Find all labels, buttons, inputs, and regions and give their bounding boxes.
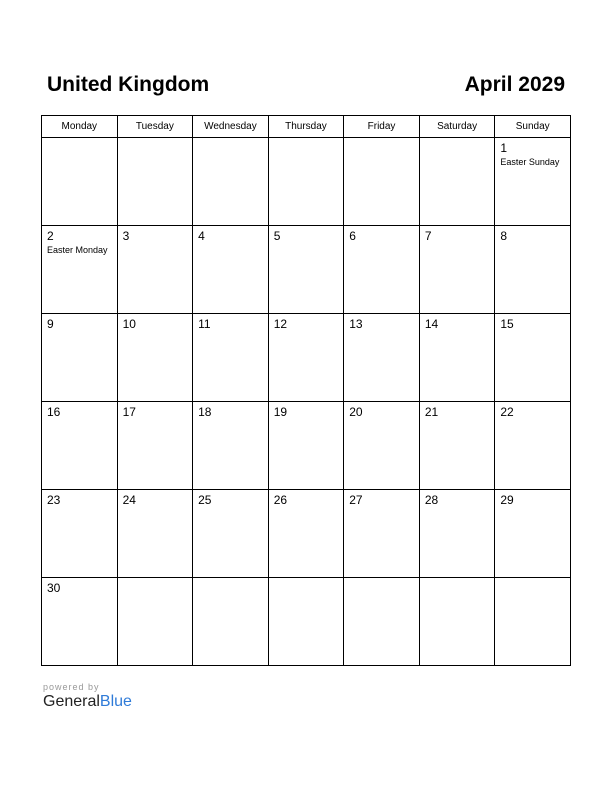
day-cell[interactable]	[344, 314, 420, 402]
day-number: 2	[47, 229, 54, 243]
week-row	[42, 490, 571, 578]
day-cell[interactable]	[193, 314, 269, 402]
day-cell[interactable]	[117, 314, 193, 402]
day-number: 23	[47, 493, 61, 507]
weekday-header-row	[42, 116, 571, 138]
day-number: 13	[349, 317, 363, 331]
day-cell[interactable]	[495, 138, 571, 226]
weekday-sunday: Sunday	[495, 116, 571, 138]
day-number: 11	[198, 317, 211, 331]
day-cell[interactable]	[495, 490, 571, 578]
day-number: 8	[500, 229, 508, 243]
day-number: 4	[198, 229, 205, 243]
day-number: 5	[273, 229, 281, 243]
weekday-thursday: Thursday	[268, 116, 344, 138]
day-number: 25	[198, 493, 212, 507]
day-number: 14	[424, 317, 439, 331]
day-number: 22	[500, 405, 514, 419]
day-cell[interactable]	[42, 226, 118, 314]
day-cell[interactable]	[42, 578, 118, 666]
day-number: 7	[424, 229, 432, 243]
day-cell[interactable]	[268, 314, 344, 402]
day-number: 27	[349, 493, 363, 507]
weekday-tuesday: Tuesday	[117, 116, 193, 138]
day-cell[interactable]	[193, 578, 269, 666]
weekday-wednesday: Wednesday	[193, 116, 269, 138]
day-cell[interactable]	[42, 402, 118, 490]
brand-general: General	[43, 693, 100, 710]
day-number: 24	[122, 493, 136, 507]
day-cell[interactable]	[117, 578, 193, 666]
day-cell[interactable]	[495, 578, 571, 666]
day-number: 19	[273, 405, 288, 419]
day-cell[interactable]	[268, 490, 344, 578]
day-number: 26	[273, 493, 288, 507]
day-number: 15	[500, 317, 514, 331]
day-number: 20	[349, 405, 363, 419]
day-cell[interactable]	[193, 490, 269, 578]
day-cell[interactable]	[495, 314, 571, 402]
day-number: 30	[47, 581, 61, 595]
holiday-label: Easter Sunday	[500, 157, 560, 167]
day-cell[interactable]	[193, 226, 269, 314]
day-cell[interactable]	[268, 226, 344, 314]
brand-blue: Blue	[99, 693, 132, 710]
day-number: 18	[198, 405, 212, 419]
day-cell[interactable]	[117, 138, 193, 226]
day-cell[interactable]	[268, 402, 344, 490]
day-cell[interactable]	[344, 138, 420, 226]
day-cell[interactable]	[268, 578, 344, 666]
day-cell[interactable]	[419, 402, 495, 490]
day-cell[interactable]	[344, 402, 420, 490]
day-cell[interactable]	[419, 314, 495, 402]
day-number: 16	[47, 405, 61, 419]
day-number: 28	[424, 493, 439, 507]
day-number: 29	[500, 493, 514, 507]
week-row	[42, 226, 571, 314]
weekday-monday: Monday	[42, 116, 118, 138]
day-cell[interactable]	[193, 402, 269, 490]
day-number: 9	[47, 317, 54, 331]
day-cell[interactable]	[268, 138, 344, 226]
holiday-label: Easter Monday	[47, 245, 108, 255]
day-cell[interactable]	[193, 138, 269, 226]
day-number: 21	[424, 405, 439, 419]
footer	[43, 682, 132, 711]
day-cell[interactable]	[344, 226, 420, 314]
week-row	[42, 578, 571, 666]
day-number: 3	[122, 229, 130, 243]
generalblue-logo[interactable]	[43, 693, 132, 711]
day-cell[interactable]	[42, 314, 118, 402]
day-cell[interactable]	[117, 402, 193, 490]
powered-by-label: powered by	[43, 682, 100, 692]
month-title: April 2029	[464, 73, 565, 96]
day-cell[interactable]	[419, 578, 495, 666]
day-cell[interactable]	[495, 226, 571, 314]
day-number: 6	[349, 229, 356, 243]
weekday-saturday: Saturday	[419, 116, 495, 138]
day-cell[interactable]	[419, 490, 495, 578]
day-cell[interactable]	[419, 138, 495, 226]
day-cell[interactable]	[117, 490, 193, 578]
day-number: 1	[500, 141, 508, 155]
day-cell[interactable]	[42, 138, 118, 226]
calendar-header	[47, 70, 565, 100]
week-row	[42, 402, 571, 490]
day-cell[interactable]	[495, 402, 571, 490]
weekday-friday: Friday	[344, 116, 420, 138]
day-number: 10	[122, 317, 136, 331]
day-cell[interactable]	[419, 226, 495, 314]
day-number: 17	[122, 405, 136, 419]
day-cell[interactable]	[344, 490, 420, 578]
week-row	[42, 314, 571, 402]
calendar-grid	[41, 115, 571, 666]
day-number: 12	[273, 317, 288, 331]
day-cell[interactable]	[117, 226, 193, 314]
day-cell[interactable]	[344, 578, 420, 666]
country-title: United Kingdom	[47, 73, 210, 96]
week-row	[42, 138, 571, 226]
day-cell[interactable]	[42, 490, 118, 578]
